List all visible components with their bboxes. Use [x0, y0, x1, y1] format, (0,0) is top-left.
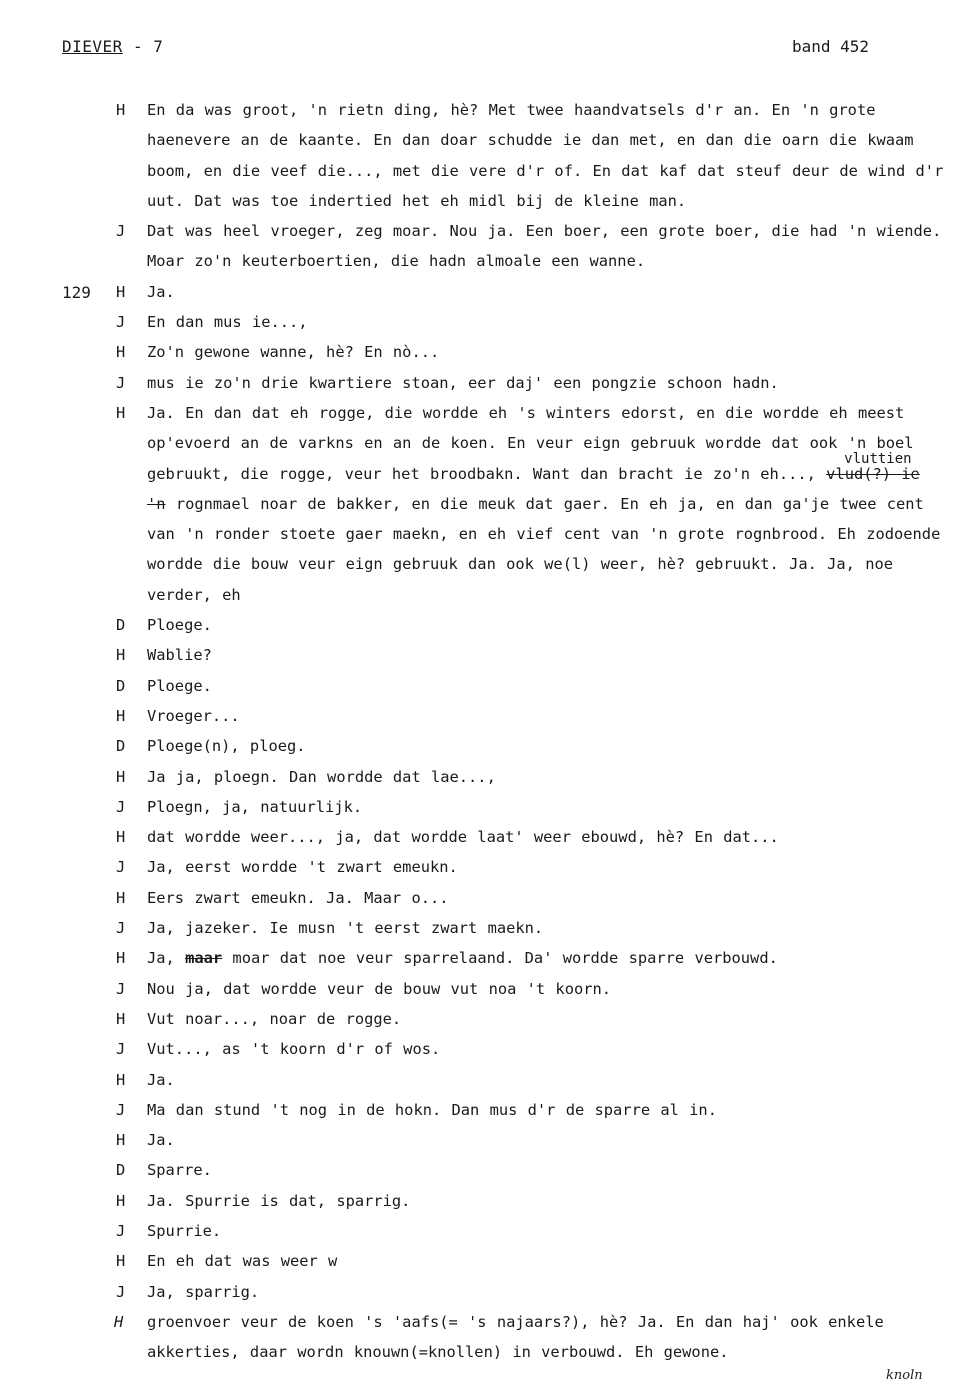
speaker-label: H [116, 888, 126, 907]
margin-counter: 129 [62, 283, 91, 302]
transcript-turn [0, 640, 966, 670]
speaker-label: H [116, 767, 126, 786]
transcript-turn [0, 671, 966, 701]
turn-text-part: Ja, [147, 949, 186, 968]
turn-text: Spurrie. [147, 1221, 222, 1240]
transcript-turn [0, 1155, 966, 1185]
speaker-label: H [116, 646, 126, 665]
transcript-turn [0, 216, 966, 277]
turn-text: En dan mus ie..., [147, 313, 308, 332]
transcript-turn [0, 1095, 966, 1125]
transcript-turn [0, 1065, 966, 1095]
turn-text: Ja. [147, 282, 175, 301]
transcript-turn [0, 943, 966, 973]
turn-text: Ja. [147, 1131, 175, 1150]
speaker-label: H [116, 949, 126, 968]
turn-text: groenvoer veur de koen 's 'aafs(= 's najaars?), hè? Ja. En dan haj' ook enkele akkerties, daar wordn knouwn(=knollen) in verbouwd. Eh gewone. [147, 1312, 884, 1362]
turn-text: Nou ja, dat wordde veur de bouw vut noa 't koorn. [147, 979, 612, 998]
turn-text: Sparre. [147, 1161, 212, 1180]
speaker-label: D [116, 1161, 126, 1180]
speaker-label: J [116, 373, 126, 392]
speaker-label: J [116, 1040, 126, 1059]
turn-text [147, 943, 947, 973]
turn-text: Eers zwart emeukn. Ja. Maar o... [147, 888, 449, 907]
speaker-label: J [116, 979, 126, 998]
turn-text: Ja, jazeker. Ie musn 't eerst zwart maekn. [147, 919, 544, 938]
turn-text: Ploege. [147, 616, 212, 635]
transcript-turn [0, 610, 966, 640]
transcript-turn [0, 1246, 966, 1276]
transcript-turn [0, 913, 966, 943]
speaker-label: H [116, 1070, 126, 1089]
speaker-label: H [116, 706, 126, 725]
transcript-turn [0, 307, 966, 337]
turn-text: Zo'n gewone wanne, hè? En nò... [147, 343, 440, 362]
turn-text-part: moar dat noe veur sparrelaand. Da' wordde sparre verbouwd. [222, 949, 778, 968]
transcript-turn [0, 792, 966, 822]
transcript-turn [0, 1186, 966, 1216]
turn-text: Ja ja, ploegn. Dan wordde dat lae..., [147, 767, 496, 786]
transcript-turn [0, 1125, 966, 1155]
transcript-turn [0, 337, 966, 367]
speaker-label: H [116, 1191, 126, 1210]
speaker-label: H [116, 1252, 126, 1271]
turn-text: Vut..., as 't koorn d'r of wos. [147, 1040, 441, 1059]
turn-text: Ja, sparrig. [147, 1282, 260, 1301]
turn-text: Ma dan stund 't nog in de hokn. Dan mus d'r de sparre al in. [147, 1100, 717, 1119]
speaker-label: H [116, 1131, 126, 1150]
page-header-left [62, 37, 163, 56]
speaker-label: J [116, 1282, 126, 1301]
transcript-turn [0, 852, 966, 882]
transcript-turn [0, 95, 966, 216]
speaker-label: H [116, 101, 126, 119]
transcript-turn [0, 822, 966, 852]
turn-text: Vut noar..., noar de rogge. [147, 1009, 402, 1028]
turn-text: Ja. [147, 1070, 175, 1089]
page-number: - 7 [132, 37, 164, 56]
turn-text: Ja. Spurrie is dat, sparrig. [147, 1191, 411, 1210]
speaker-label: H [116, 828, 126, 847]
turn-text: Ploege. [147, 676, 212, 695]
inserted-correction: vluttien [844, 450, 912, 467]
turn-text: Ploegn, ja, natuurlijk. [147, 797, 363, 816]
speaker-label: J [116, 919, 126, 938]
place-name: DIEVER [62, 37, 123, 56]
speaker-label: D [116, 676, 126, 695]
speaker-label: H [116, 343, 126, 362]
turn-text-part: rognmael noar de bakker, en die meuk dat gaer. En eh ja, en dan ga'je twee cent van 'n ronder stoete gaer maekn, en eh vief cent van 'n grote rognbrood. Eh zodoende wordde die bouw veur eign gebruuk dan ook we(l) weer, hè? gebruukt. Ja. Ja, noe verder, eh [147, 494, 941, 604]
transcript-turn [0, 368, 966, 398]
speaker-label: H [114, 1312, 124, 1331]
speaker-label: J [116, 1221, 126, 1240]
speaker-label: H [116, 282, 126, 301]
struck-text: maar [185, 949, 223, 968]
transcript-turn [0, 883, 966, 913]
turn-text: Vroeger... [147, 706, 240, 725]
turn-text: En da was groot, 'n rietn ding, hè? Met twee haandvatsels d'r an. En 'n grote haenevere an de kaante. En dan doar schudde ie dan met, en dan die oarn die kwaam boom, en die veef die..., met die vere d'r of. En dat kaf dat steuf deur de wind d'r uut. Dat was toe indertied het eh midl bij de kleine man. [147, 101, 944, 210]
struck-text: vlud(?) ie 'n [147, 464, 920, 513]
transcript-turn [0, 1004, 966, 1034]
transcript-turn [0, 1277, 966, 1307]
turn-text: dat wordde weer..., ja, dat wordde laat' weer ebouwd, hè? En dat... [147, 828, 779, 847]
transcript-turn [0, 1216, 966, 1246]
transcript-turn [0, 1034, 966, 1064]
turn-text: mus ie zo'n drie kwartiere stoan, eer daj' een pongzie schoon hadn. [147, 373, 779, 392]
transcript-turn [0, 762, 966, 792]
speaker-label: J [116, 1100, 126, 1119]
turn-text: En eh dat was weer w [147, 1252, 338, 1271]
transcript-turn [0, 974, 966, 1004]
turn-text: Ploege(n), ploeg. [147, 737, 306, 756]
speaker-label: D [116, 737, 126, 756]
tape-number: band 452 [792, 37, 870, 56]
transcript-turn [0, 398, 966, 610]
speaker-label: J [116, 222, 126, 241]
turn-text: Dat was heel vroeger, zeg moar. Nou ja. Een boer, een grote boer, die had 'n wiende. Moar zo'n keuterboertien, die hadn almoale een wanne. [147, 222, 942, 271]
speaker-label: H [116, 403, 126, 422]
speaker-label: H [116, 1009, 126, 1028]
transcript-body [0, 95, 966, 1367]
transcript-turn [0, 701, 966, 731]
transcript-turn [0, 1307, 966, 1368]
speaker-label: J [116, 313, 126, 332]
transcript-turn [0, 731, 966, 761]
handwritten-note: knoln [886, 1368, 923, 1383]
speaker-label: D [116, 616, 126, 635]
turn-text [147, 398, 947, 610]
turn-text-part: Ja. En dan dat eh rogge, die wordde eh 's winters edorst, en die wordde eh meest op'evoerd an de varkns en an de koen. En veur eign gebruuk wordde dat ook 'n boel gebruukt, die rogge, veur het broodbakn. Want dan bracht ie zo'n eh..., [147, 403, 914, 483]
speaker-label: J [116, 858, 126, 877]
turn-text: Ja, eerst wordde 't zwart emeukn. [147, 858, 458, 877]
transcript-turn [0, 277, 966, 307]
speaker-label: J [116, 797, 126, 816]
turn-text: Wablie? [147, 646, 212, 665]
